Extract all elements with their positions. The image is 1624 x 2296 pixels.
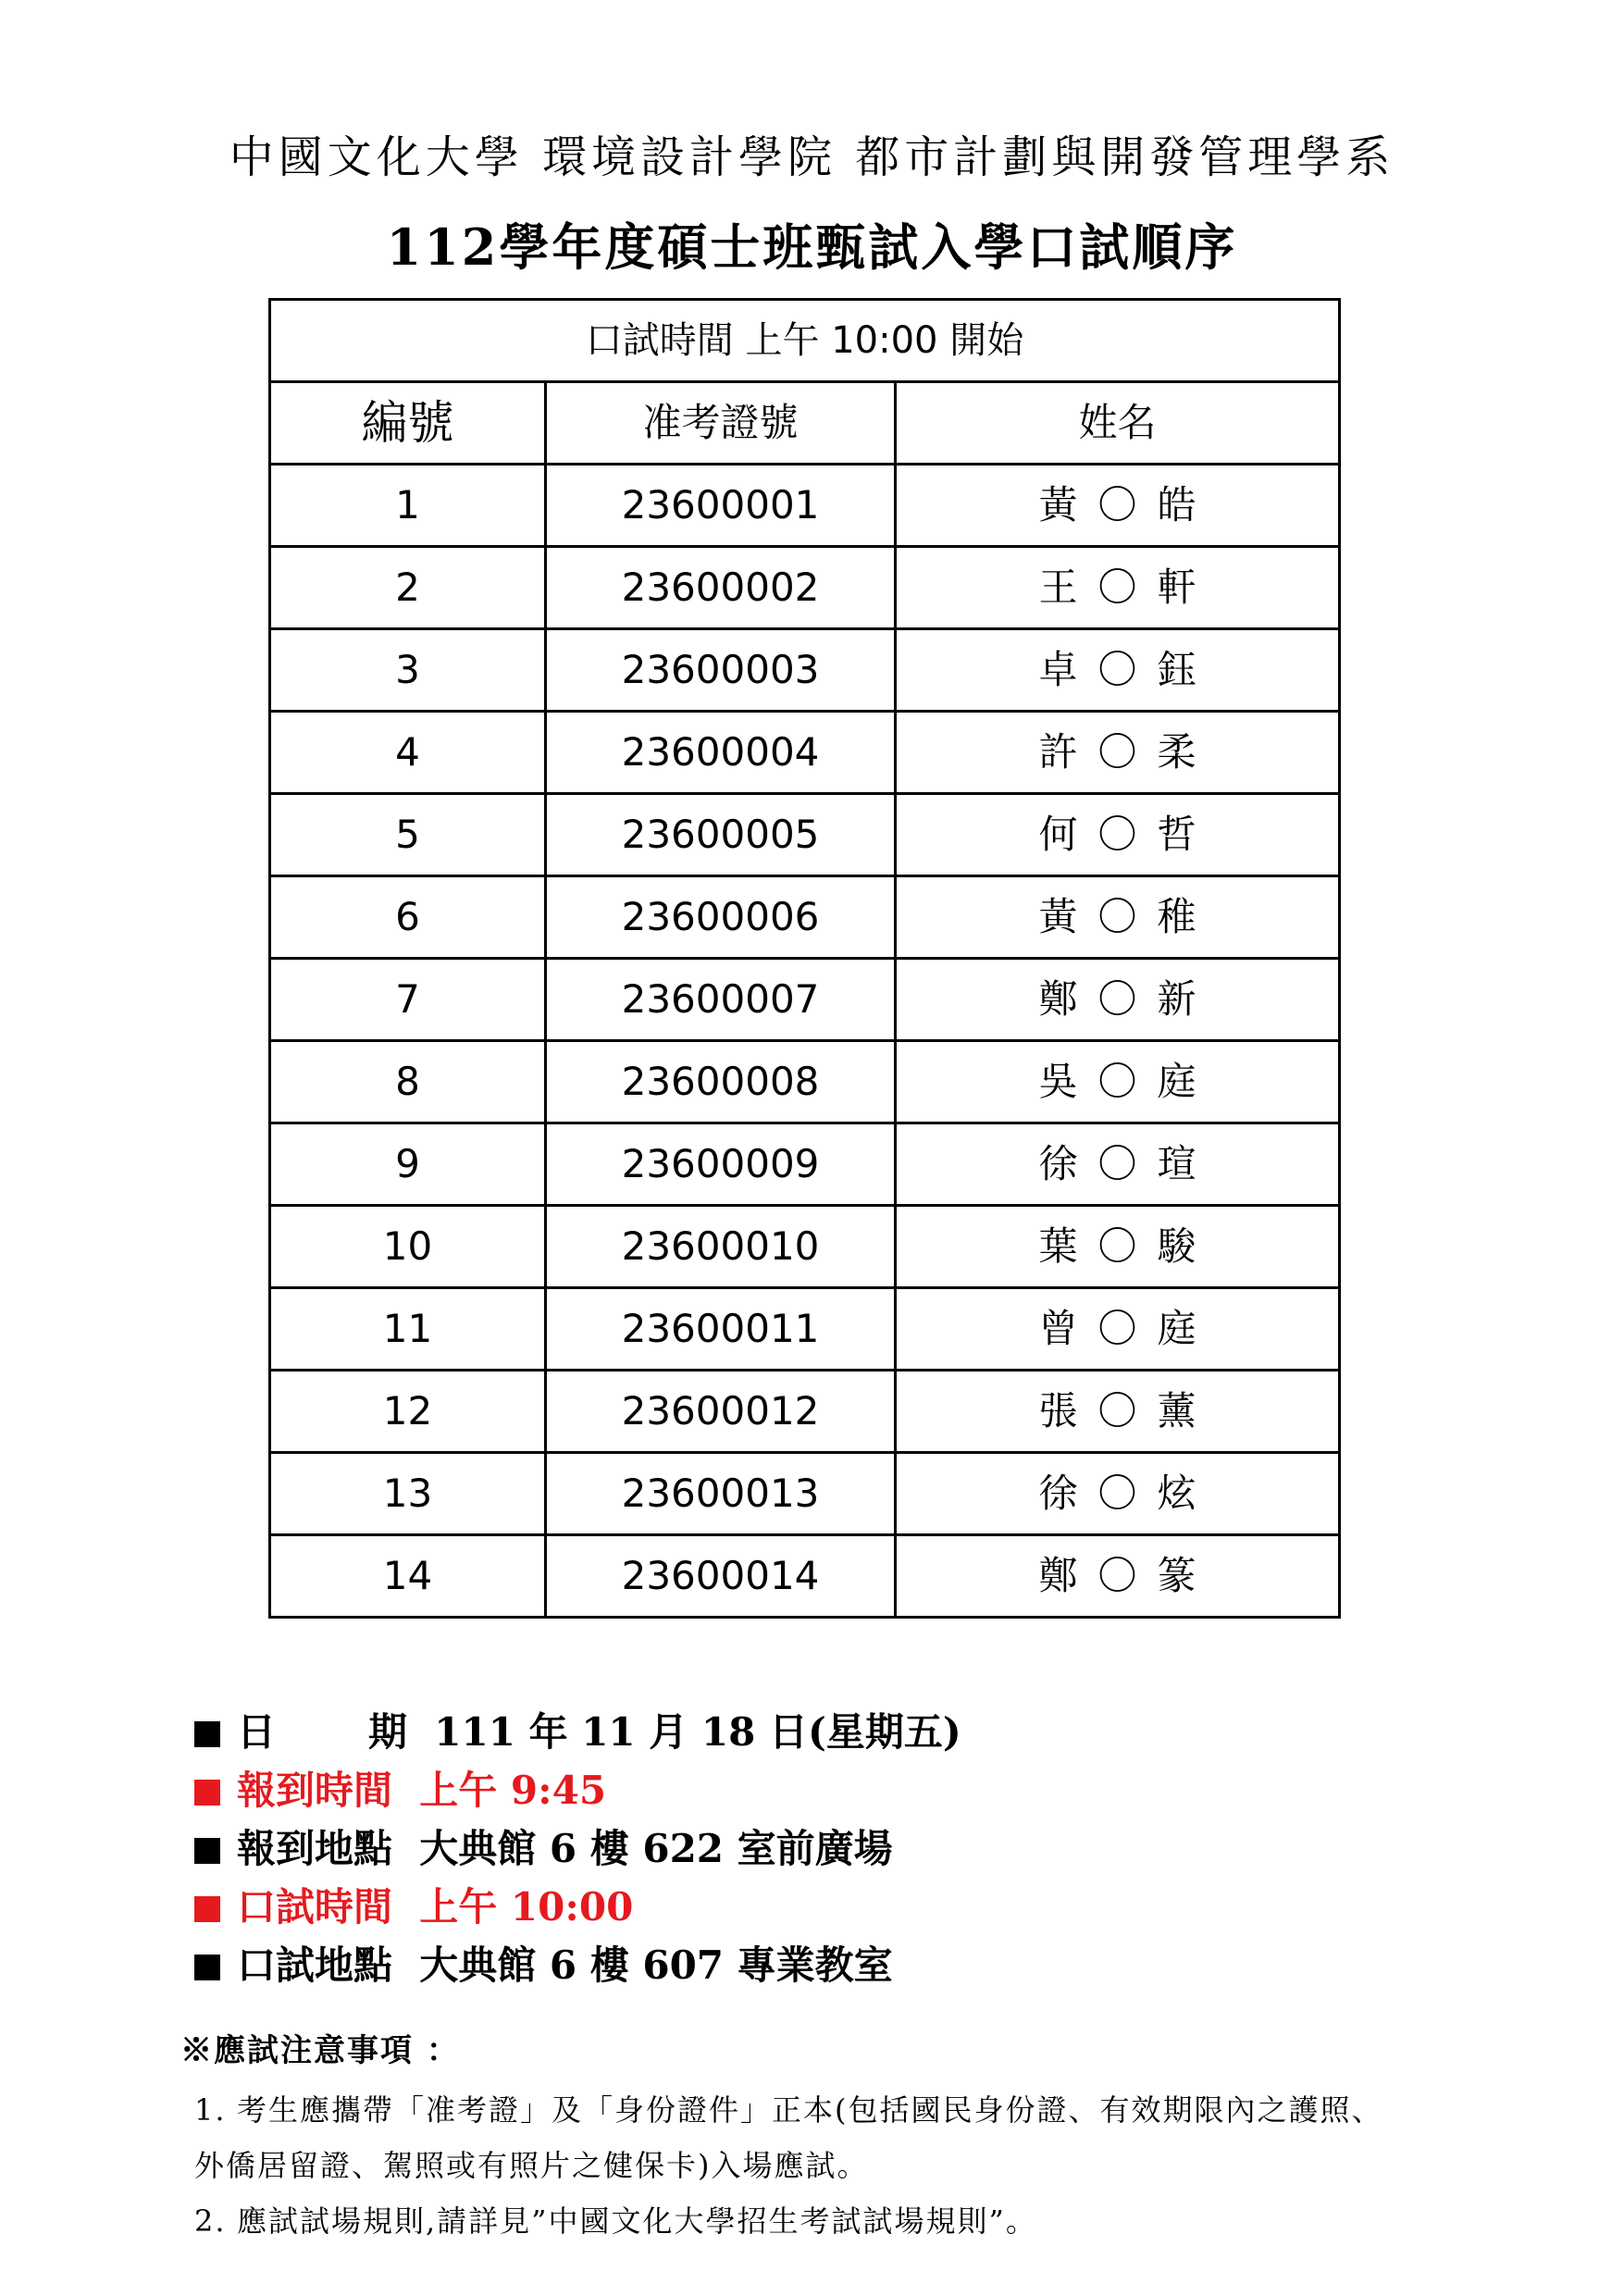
row-number: 3	[270, 629, 546, 712]
table-row	[270, 794, 1340, 876]
info-date-label-b: 期	[368, 1709, 408, 1755]
table-caption: 口試時間 上午 10:00 開始	[270, 300, 1340, 382]
info-exam-place-label: 口試地點	[237, 1942, 393, 1988]
row-exam-id: 23600009	[546, 1123, 896, 1206]
row-number: 13	[270, 1453, 546, 1535]
column-header-exam-id: 准考證號	[546, 382, 896, 465]
row-number: 8	[270, 1041, 546, 1123]
row-name: 黃〇稚	[896, 876, 1340, 959]
row-name: 張〇薰	[896, 1371, 1340, 1453]
table-row	[270, 629, 1340, 712]
row-name: 曾〇庭	[896, 1288, 1340, 1371]
column-header-name: 姓名	[896, 382, 1340, 465]
info-exam-time	[194, 1878, 1490, 1936]
page-title: 112學年度碩士班甄試入學口試順序	[386, 217, 1238, 277]
note-text: 考生應攜帶「准考證」及「身份證件」正本(包括國民身份證、有效期限內之護照、	[237, 2092, 1383, 2128]
info-exam-time-value: 上午 10:00	[419, 1884, 634, 1930]
table-row	[270, 1206, 1340, 1288]
row-number: 11	[270, 1288, 546, 1371]
row-exam-id: 23600008	[546, 1041, 896, 1123]
table-row	[270, 465, 1340, 547]
column-header-number: 編號	[270, 382, 546, 465]
row-name: 吳〇庭	[896, 1041, 1340, 1123]
row-number: 4	[270, 712, 546, 794]
oral-exam-order-table	[268, 298, 1341, 1619]
row-exam-id: 23600005	[546, 794, 896, 876]
table-row	[270, 876, 1340, 959]
row-name: 徐〇瑄	[896, 1123, 1340, 1206]
table-caption-row	[270, 300, 1340, 382]
table-row	[270, 959, 1340, 1041]
table-row	[270, 1371, 1340, 1453]
row-number: 12	[270, 1371, 546, 1453]
row-exam-id: 23600006	[546, 876, 896, 959]
row-number: 7	[270, 959, 546, 1041]
info-exam-place-value: 大典館 6 樓 607 專業教室	[419, 1942, 893, 1988]
row-name: 王〇軒	[896, 547, 1340, 629]
row-number: 14	[270, 1535, 546, 1618]
info-exam-place	[194, 1936, 1490, 1994]
info-date-value: 111 年 11 月 18 日(星期五)	[434, 1709, 961, 1755]
row-name: 卓〇鈺	[896, 629, 1340, 712]
row-exam-id: 23600004	[546, 712, 896, 794]
row-exam-id: 23600007	[546, 959, 896, 1041]
info-checkin-time-value: 上午 9:45	[419, 1768, 607, 1813]
row-exam-id: 23600011	[546, 1288, 896, 1371]
info-date-label-a: 日	[237, 1709, 277, 1755]
row-name: 許〇柔	[896, 712, 1340, 794]
row-number: 9	[270, 1123, 546, 1206]
table-row	[270, 712, 1340, 794]
info-checkin-time	[194, 1761, 1490, 1819]
info-checkin-place	[194, 1819, 1490, 1878]
row-number: 5	[270, 794, 546, 876]
row-name: 黃〇皓	[896, 465, 1340, 547]
table-row	[270, 1535, 1340, 1618]
info-exam-time-label: 口試時間	[237, 1884, 393, 1930]
info-checkin-place-value: 大典館 6 樓 622 室前廣場	[419, 1826, 893, 1871]
note-text: 應試試場規則,請詳見”中國文化大學招生考試試場規則”。	[237, 2203, 1037, 2239]
row-name: 徐〇炫	[896, 1453, 1340, 1535]
row-number: 1	[270, 465, 546, 547]
note-number: 1.	[194, 2092, 227, 2128]
table-row	[270, 1453, 1340, 1535]
note-item	[194, 2193, 1536, 2249]
row-exam-id: 23600013	[546, 1453, 896, 1535]
table-row	[270, 1288, 1340, 1371]
square-bullet-icon	[194, 1780, 220, 1806]
row-number: 6	[270, 876, 546, 959]
row-exam-id: 23600014	[546, 1535, 896, 1618]
exam-info-list	[194, 1703, 1490, 1994]
table-row	[270, 547, 1340, 629]
row-exam-id: 23600012	[546, 1371, 896, 1453]
square-bullet-icon	[194, 1721, 220, 1747]
notes-list	[194, 2082, 1536, 2249]
info-checkin-time-label: 報到時間	[237, 1768, 393, 1813]
table-header-row	[270, 382, 1340, 465]
note-item	[194, 2082, 1536, 2138]
row-name: 鄭〇篆	[896, 1535, 1340, 1618]
notes-heading: ※應試注意事項 ：	[180, 2032, 460, 2069]
square-bullet-icon	[194, 1838, 220, 1864]
row-number: 2	[270, 547, 546, 629]
square-bullet-icon	[194, 1955, 220, 1980]
square-bullet-icon	[194, 1896, 220, 1922]
row-name: 鄭〇新	[896, 959, 1340, 1041]
note-number: 2.	[194, 2203, 227, 2239]
info-checkin-place-label: 報到地點	[237, 1826, 393, 1871]
row-name: 何〇哲	[896, 794, 1340, 876]
table-row	[270, 1123, 1340, 1206]
table-row	[270, 1041, 1340, 1123]
row-exam-id: 23600002	[546, 547, 896, 629]
department-header: 中國文化大學 環境設計學院 都市計劃與開發管理學系	[229, 131, 1395, 183]
row-exam-id: 23600010	[546, 1206, 896, 1288]
note-item-continued: 外僑居留證、駕照或有照片之健保卡)入場應試。	[194, 2148, 869, 2183]
info-date	[194, 1703, 1490, 1761]
row-name: 葉〇駿	[896, 1206, 1340, 1288]
row-exam-id: 23600003	[546, 629, 896, 712]
row-number: 10	[270, 1206, 546, 1288]
row-exam-id: 23600001	[546, 465, 896, 547]
